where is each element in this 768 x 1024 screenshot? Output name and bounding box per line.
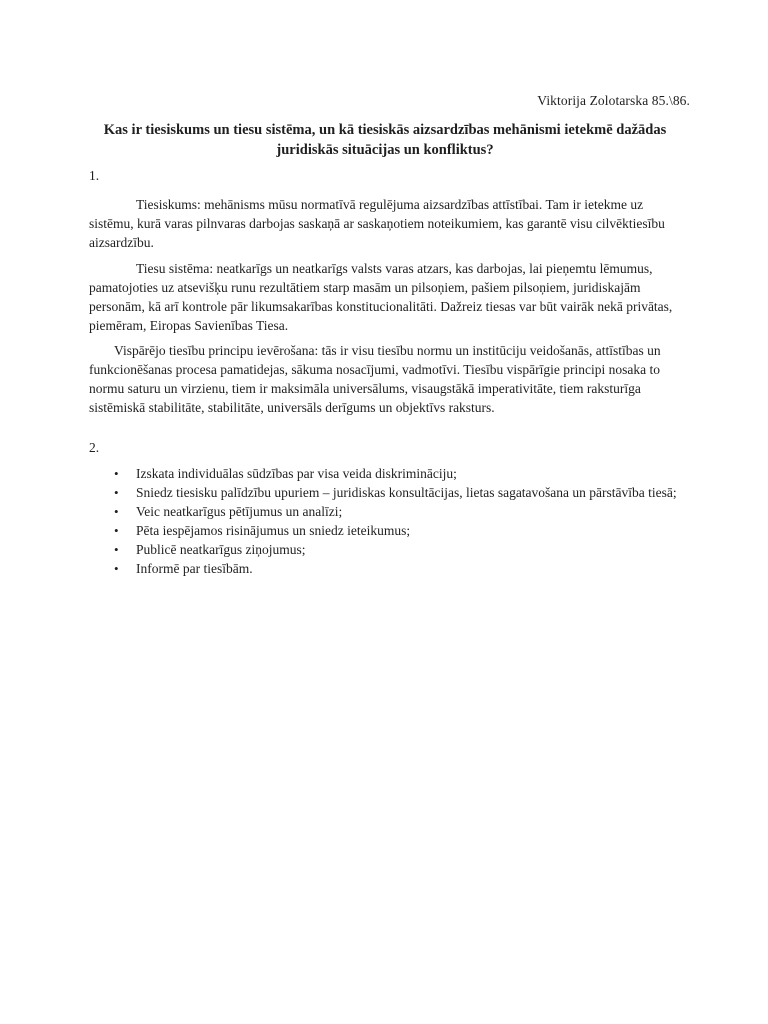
list-item-text: Publicē neatkarīgus ziņojumus;	[136, 542, 306, 557]
list-item-text: Veic neatkarīgus pētījumus un analīzi;	[136, 504, 343, 519]
list-item-text: Pēta iespējamos risinājumus un sniedz ieteikumus;	[136, 523, 411, 538]
bullet-icon: •	[114, 504, 119, 519]
list-item	[89, 484, 689, 503]
bullet-icon: •	[114, 542, 119, 557]
section-1-number: 1.	[89, 168, 100, 183]
bullet-icon: •	[114, 466, 119, 481]
bullet-icon: •	[114, 523, 119, 538]
bullet-icon: •	[114, 561, 119, 576]
list-item-text: Sniedz tiesisku palīdzību upuriem – juridiskas konsultācijas, lietas sagatavošana un pārstāvība tiesā;	[136, 485, 677, 500]
section-2-number: 2.	[89, 440, 100, 455]
list-item	[89, 503, 689, 522]
bullet-list	[89, 465, 689, 579]
paragraph-visparejo-principi: Vispārējo tiesību principu ievērošana: tās ir visu tiesību normu un institūciju veidošanās, attīstības un funkcionēšanas procesa pamatidejas, sākuma nosacījumi, vadmotīvi. Tiesību vispārīgie principi nosaka to normu saturu un virzienu, tiem ir maksimāla universālums, visaugstākā imperativitāte, tiem raksturīga sistēmiskā stabilitāte, stabilitāte, universāls derīgums un objektīvs raksturs.	[89, 343, 661, 415]
list-item-text: Izskata individuālas sūdzības par visa veida diskrimināciju;	[136, 466, 457, 481]
paragraph-tiesiskums: Tiesiskums: mehānisms mūsu normatīvā regulējuma aizsardzības attīstībai. Tam ir ietekme uz sistēmu, kurā varas pilnvaras darbojas saskaņā ar saskaņotiem noteikumiem, kas garantē visu cilvēktiesību aizsardzību.	[89, 197, 665, 250]
author-line: Viktorija Zolotarska 85.\86.	[537, 93, 690, 108]
list-item	[89, 465, 689, 484]
document-title: Kas ir tiesiskums un tiesu sistēma, un kā tiesiskās aizsardzības mehānismi ietekmē dažādas juridiskās situācijas un konfliktus?	[103, 122, 667, 158]
list-item	[89, 560, 689, 579]
bullet-icon: •	[114, 485, 119, 500]
list-item	[89, 541, 689, 560]
list-item	[89, 522, 689, 541]
paragraph-tiesu-sistema: Tiesu sistēma: neatkarīgs un neatkarīgs valsts varas atzars, kas darbojas, lai pieņemtu lēmumus, pamatojoties uz atsevišķu runu rezultātiem starp masām un pilsoņiem, pašiem pilsoņiem, juridiskajām personām, kā arī kontrole pār likumsakarības konstitucionalitāti. Dažreiz tiesas var būt vairāk nekā privātas, piemēram, Eiropas Savienības Tiesa.	[89, 261, 673, 333]
list-item-text: Informē par tiesībām.	[136, 561, 253, 576]
